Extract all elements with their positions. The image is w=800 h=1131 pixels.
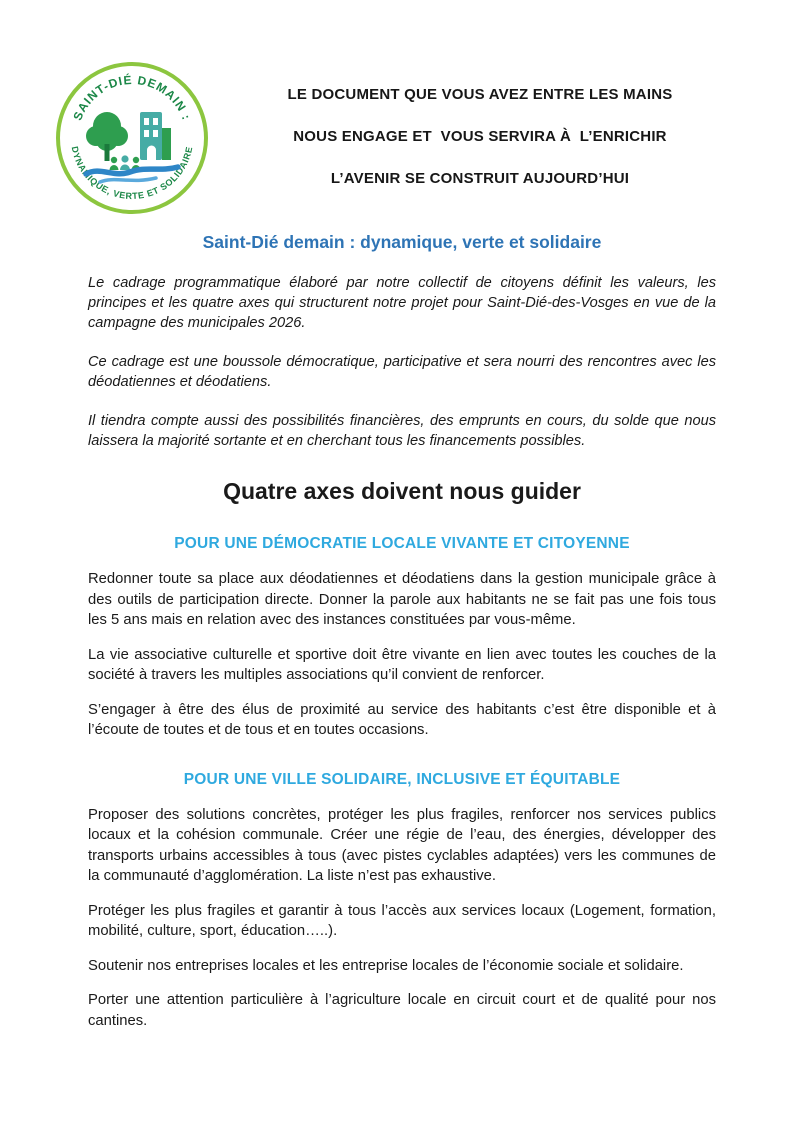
body-paragraph: Porter une attention particulière à l’agriculture locale en circuit court et de qualité pour nos cantines.: [88, 992, 716, 1029]
header-line-1: LE DOCUMENT QUE VOUS AVEZ ENTRE LES MAINS: [287, 86, 673, 103]
header-line-3: L’AVENIR SE CONSTRUIT AUJOURD’HUI: [330, 170, 630, 187]
body-paragraph: Soutenir nos entreprises locales et les entreprise locales de l’économie sociale et solidaire.: [88, 957, 684, 974]
logo-arc-text-bottom: DYNAMIQUE, VERTE ET SOLIDAIRE: [69, 145, 195, 202]
section-heading: POUR UNE VILLE SOLIDAIRE, INCLUSIVE ET ÉQUITABLE: [183, 770, 621, 788]
section-ville-solidaire: [88, 771, 716, 1032]
header-line-2: NOUS ENGAGE ET VOUS SERVIRA À L’ENRICHIR: [293, 128, 667, 145]
page-title: Saint-Dié demain : dynamique, verte et solidaire: [202, 232, 602, 252]
logo-arc-text-top: SAINT-DIÉ DEMAIN :: [70, 72, 194, 123]
logo-emblem: [54, 60, 210, 216]
intro-paragraph: Ce cadrage est une boussole démocratique, participative et sera nourri des rencontres avec les déodatiennes et déodatiens.: [88, 354, 716, 390]
intro-block: [88, 273, 716, 451]
main-heading: Quatre axes doivent nous guider: [223, 478, 581, 504]
header-statement: [224, 86, 736, 212]
body-paragraph: S’engager à être des élus de proximité au service des habitants c’est être disponible et à l’écoute de toutes et de tous et en toutes occasions.: [88, 701, 716, 738]
intro-paragraph: Le cadrage programmatique élaboré par notre collectif de citoyens définit les valeurs, les principes et les quatre axes qui structurent notre projet pour Saint-Dié-des-Vosges en vue de la campagne des municipales 2026.: [88, 275, 716, 331]
body-paragraph: Protéger les plus fragiles et garantir à tous l’accès aux services locaux (Logement, formation, mobilité, culture, sport, éducation…..).: [88, 902, 716, 939]
body-paragraph: La vie associative culturelle et sportive doit être vivante en lien avec toutes les couches de la société à travers les multiples associations qu’il convient de renforcer.: [88, 646, 716, 683]
document-header: [0, 0, 800, 226]
body-paragraph: Redonner toute sa place aux déodatiennes et déodatiens dans la gestion municipale grâce à des outils de participation directe. Donner la parole aux habitants ne se fait pas une fois tous les 5 ans mais en relation avec des instances constituées par vous-même.: [88, 571, 716, 628]
section-democratie-locale: [88, 535, 716, 741]
section-heading: POUR UNE DÉMOCRATIE LOCALE VIVANTE ET CITOYENNE: [174, 535, 630, 552]
intro-paragraph: Il tiendra compte aussi des possibilités financières, des emprunts en cours, du solde que nous laissera la majorité sortante et en cherchant tous les financements possibles.: [88, 413, 716, 449]
saint-die-demain-logo: [54, 60, 210, 216]
body-paragraph: Proposer des solutions concrètes, protéger les plus fragiles, renforcer nos services publics locaux et la cohésion communale. Créer une régie de l’eau, des énergies, développer des transports urbains accessibles à tous (avec pistes cyclables adaptées) vers les communes de la communauté d’agglomération. La liste n’est pas exhaustive.: [88, 806, 716, 884]
document-body: [0, 232, 800, 1031]
